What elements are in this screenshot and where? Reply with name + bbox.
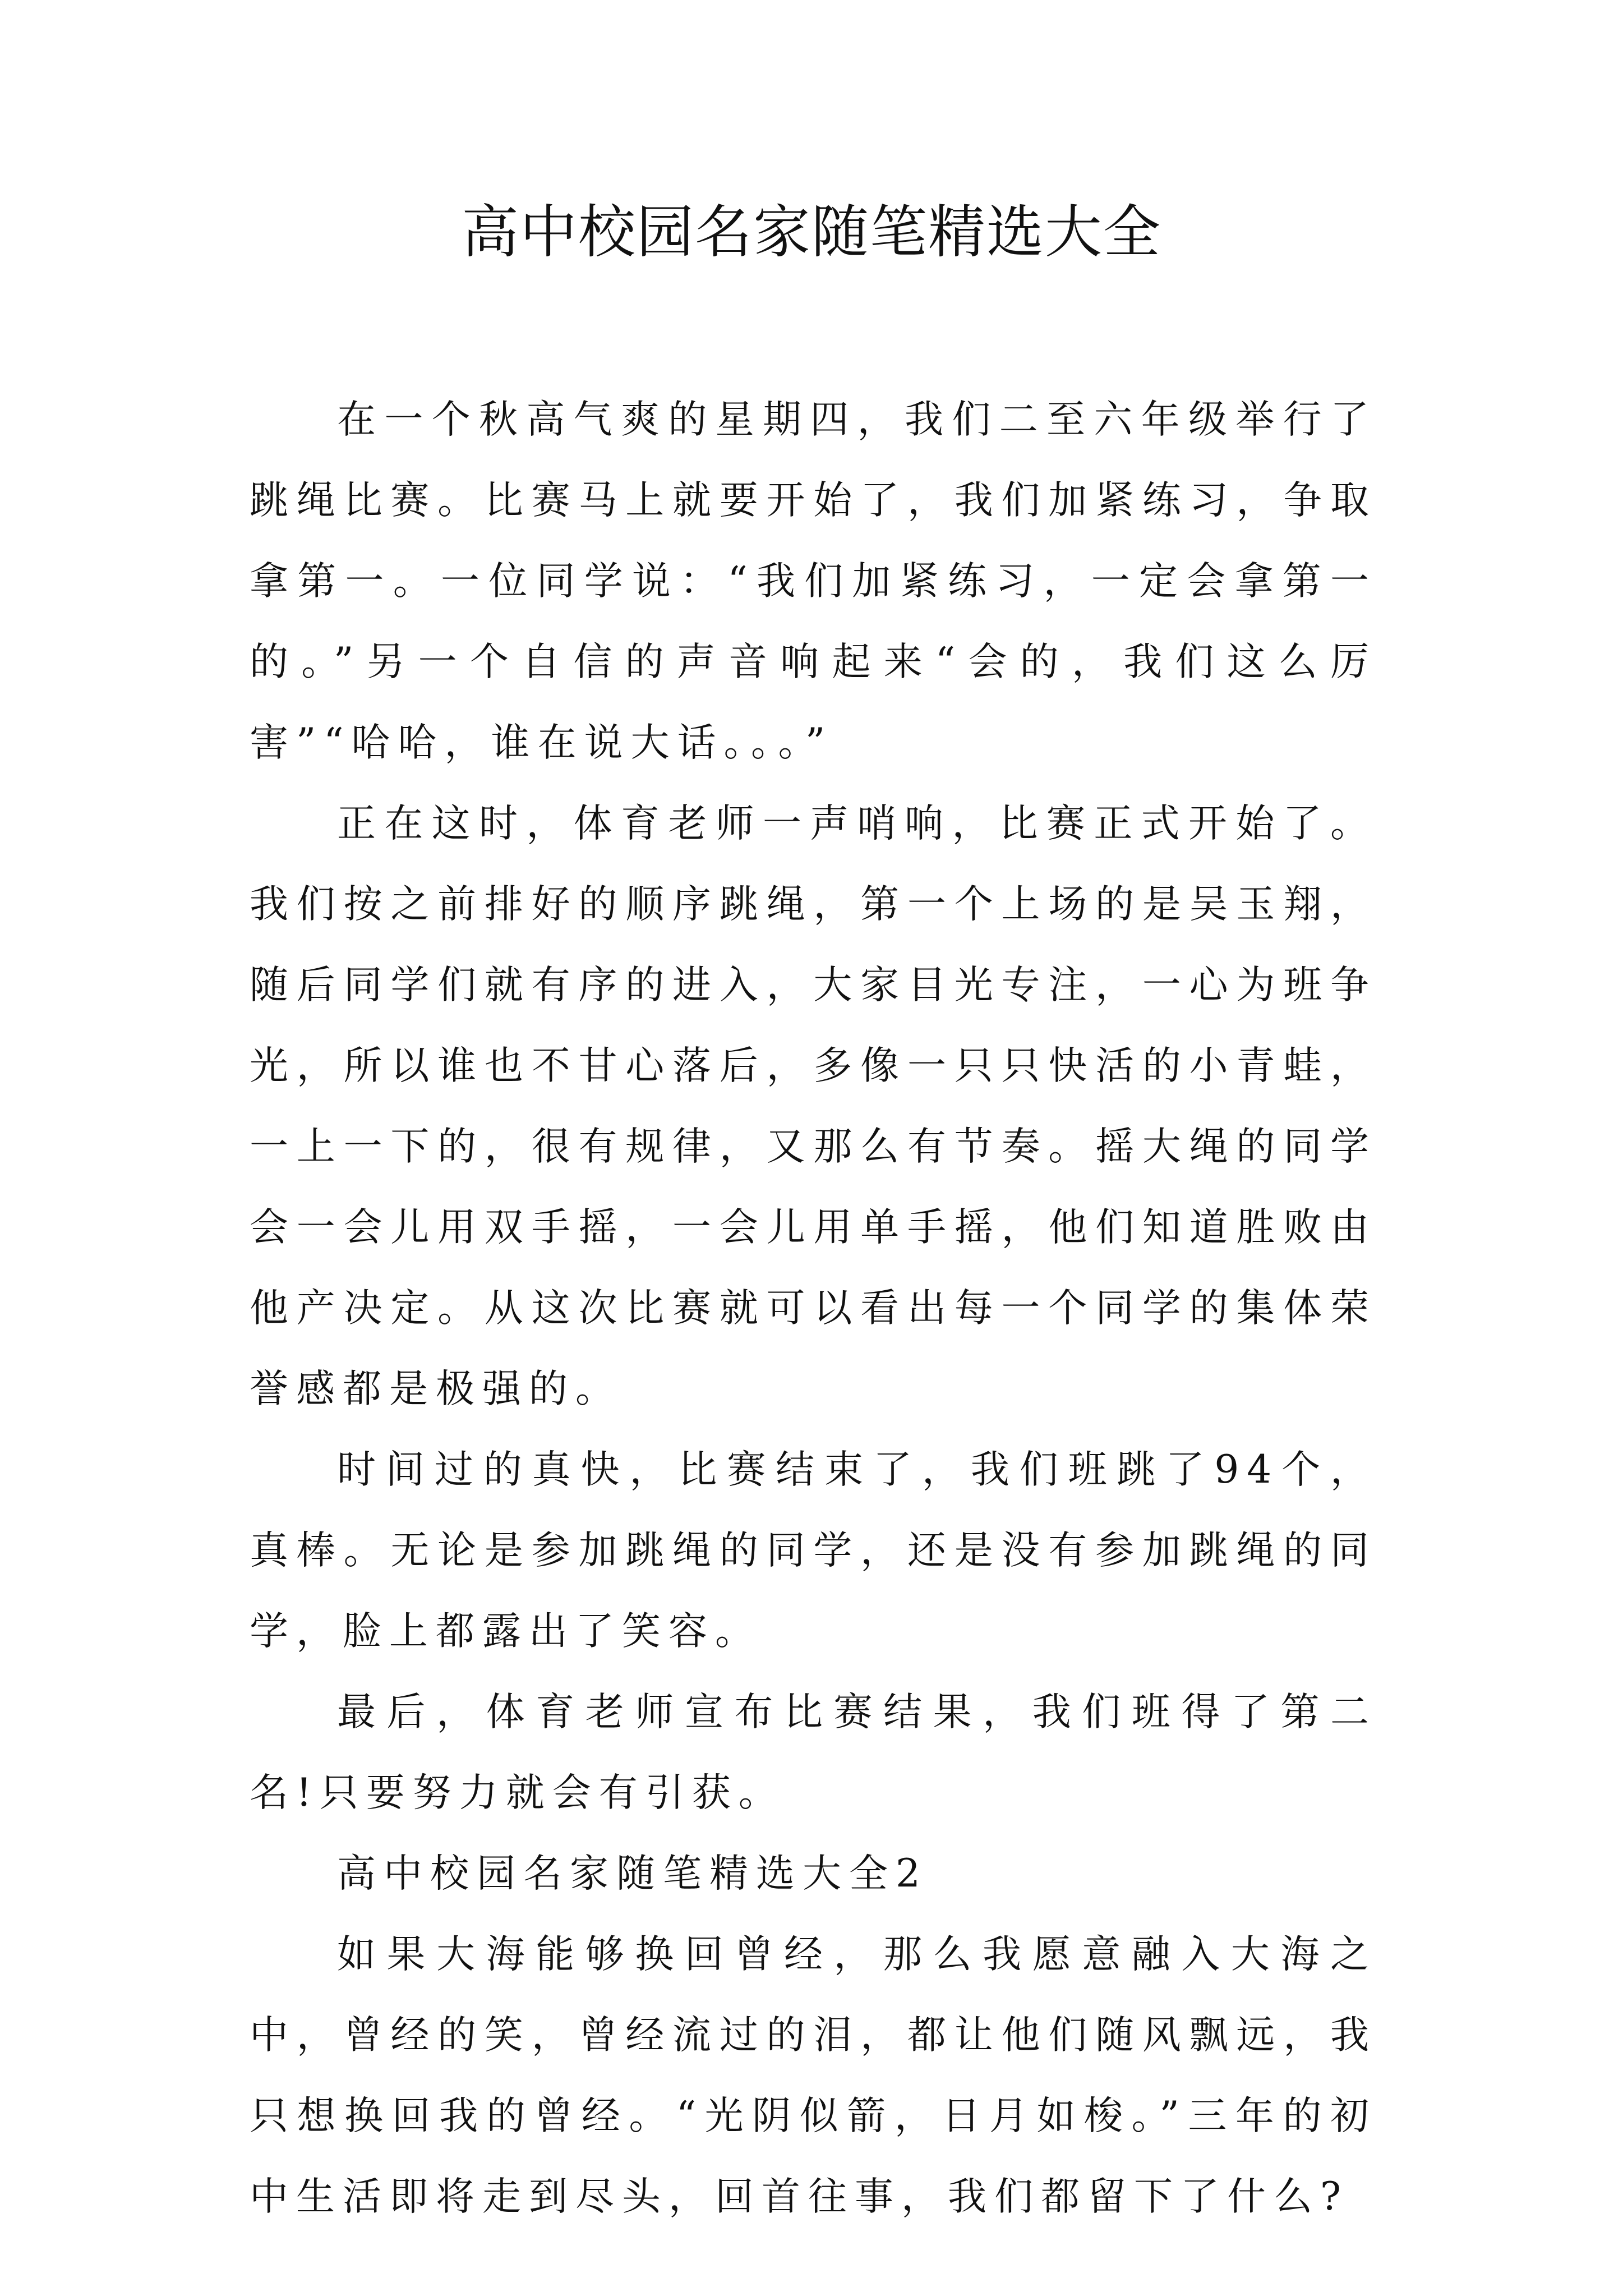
paragraph-2: 正在这时，体育老师一声哨响，比赛正式开始了。我们按之前排好的顺序跳绳，第一个上场的是吴玉翔，随后同学们就有序的进入，大家目光专注，一心为班争光，所以谁也不甘心落后，多像一只只快活的小青蛙，一上一下的，很有规律，又那么有节奏。摇大绳的同学会一会儿用双手摇，一会儿用单手摇，他们知道胜败由他产决定。从这次比赛就可以看出每一个同学的集体荣誉感都是极强的。 bbox=[250, 801, 1377, 1411]
paragraph-5: 如果大海能够换回曾经，那么我愿意融入大海之中，曾经的笑，曾经流过的泪，都让他们随风飘远，我只想换回我的曾经。“光阴似箭，日月如梭。”三年的初中生活即将走到尽头，回首往事，我们都留下了什么? bbox=[250, 1932, 1377, 2219]
section-heading-2: 高中校园名家随笔精选大全2 bbox=[337, 1851, 928, 1896]
paragraph-4: 最后，体育老师宣布比赛结果，我们班得了第二名!只要努力就会有引获。 bbox=[250, 1690, 1377, 1815]
document-body bbox=[250, 379, 1377, 2237]
paragraph-1: 在一个秋高气爽的星期四，我们二至六年级举行了跳绳比赛。比赛马上就要开始了，我们加紧练习，争取拿第一。一位同学说：“我们加紧练习，一定会拿第一的。”另一个自信的声音响起来“会的，我们这么厉害”“哈哈，谁在说大话。。。” bbox=[250, 397, 1377, 765]
paragraph-3: 时间过的真快，比赛结束了，我们班跳了94个，真棒。无论是参加跳绳的同学，还是没有参加跳绳的同学，脸上都露出了笑容。 bbox=[250, 1447, 1377, 1654]
document-title: 高中校园名家随笔精选大全 bbox=[462, 199, 1161, 266]
